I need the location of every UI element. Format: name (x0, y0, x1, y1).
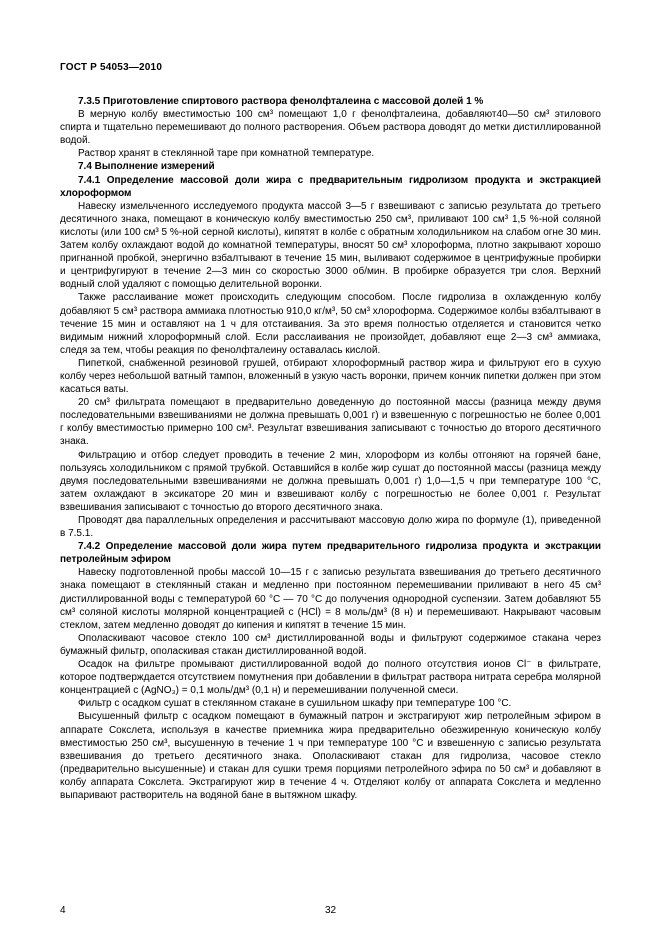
running-header: ГОСТ Р 54053—2010 (60, 62, 163, 73)
paragraph: Пипеткой, снабженной резиновой грушей, отбирают хлороформный раствор жира и фильтруют его в сухую колбу через небольшой ватный тампон, вложенный в узкую часть воронки, причем кончик пипетки должен при этом касаться ваты. (60, 357, 601, 396)
paragraph: Фильтр с осадком сушат в стеклянном стакане в сушильном шкафу при температуре 100 °С. (78, 698, 512, 710)
paragraph: Навеску измельченного исследуемого продукта массой 3—5 г взвешивают с записью результата до третьего десятичного знака, помещают в коническую колбу вместимостью 250 см³, приливают 100 см³ 1,5 %-ной соляной кислоты (или 100 см³ 5 %-ной серной кислоты), кипятят в колбе с обратным холодильником на слабом огне 30 мин. Затем колбу охлаждают водой до комнатной температуры, вносят 50 см³ хлороформа, плотно закрывают хорошо пригнанной пробкой, энергично взбалтывают в течение 15 мин, выливают содержимое в центрифужные пробирки и центрифугируют в течение 2—3 мин со скоростью 3000 об/мин. В пробирке образуется три слоя. Верхний водный слой удаляют с помощью делительной воронки. (60, 200, 601, 291)
paragraph: В мерную колбу вместимостью 100 см³ помещают 1,0 г фенолфталеина, добавляют40—50 см³ этилового спирта и тщательно перемешивают до полного растворения. Объем раствора доводят до метки дистиллированной водой. (60, 109, 601, 147)
paragraph: Осадок на фильтре промывают дистиллированной водой до полного отсутствия ионов Cl⁻ в фильтрате, которое подтверждается отсутствием помутнения при добавлении в фильтрат раствора нитрата серебра молярной концентрацией с (AgNO₃) = 0,1 моль/дм³ (0,1 н) и перемешивании полученной смеси. (60, 659, 601, 697)
paragraph: Высушенный фильтр с осадком помещают в бумажный патрон и экстрагируют жир петролейным эфиром в аппарате Сокслета, используя в качестве приемника жира предварительно обезжиренную коническую колбу вместимостью 250 см³, высушенную в течение 1 ч при температуре 100 °С и взвешенную с записью результата взвешивания до третьего десятичного знака. Ополаскивают стакан для гидролиза, часовое стекло (предварительно высушенные) и стакан для сушки тремя порциями петролейного эфира по 50 см³ и добавляют в колбу аппарата Сокслета. Экстрагируют жир в течение 4 ч. Отделяют колбу от аппарата Сокслета и медленно выпаривают растворитель на водяной бане в вытяжном шкафу. (60, 711, 601, 801)
document-body (60, 95, 601, 802)
page-footer (60, 902, 601, 916)
paragraph: Ополаскивают часовое стекло 100 см³ дистиллированной воды и фильтруют содержимое стакана через бумажный фильтр, ополаскивая стакан дистиллированной водой. (60, 632, 601, 657)
section-heading-7-4: 7.4 Выполнение измерений (78, 161, 215, 173)
page-number-center: 32 (324, 905, 337, 916)
section-heading-7-4-2: 7.4.2 Определение массовой доли жира путем предварительного гидролиза продукта и экстракции петролейным эфиром (60, 541, 601, 566)
paragraph: Фильтрацию и отбор следует проводить в течение 2 мин, хлороформ из колбы отгоняют на горячей бане, пользуясь холодильником с прямой трубкой. Оставшийся в колбе жир сушат до постоянной массы (разница между двумя последовательными взвешиваниями не должна превышать 0,001 г) 1,0—1,5 ч при температуре 100 °С, затем охлаждают в эксикаторе 20 мин и взвешивают колбу с погрешностью не более 0,001 г. Результат взвешивания записывают с точностью до второго десятичного знака. (60, 449, 601, 513)
paragraph: 20 см³ фильтрата помещают в предварительно доведенную до постоянной массы (разница между двумя последовательными взвешиваниями не должна превышать 0,001 г) и взвешенную с погрешностью не более 0,001 г колбу вместимостью примерно 100 см³. Результат взвешивания записывают с точностью до второго десятичного знака. (60, 397, 601, 448)
paragraph: Раствор хранят в стеклянной таре при комнатной температуре. (78, 148, 375, 160)
section-heading-7-4-1: 7.4.1 Определение массовой доли жира с предварительным гидролизом продукта и экстракцией хлороформом (60, 174, 601, 199)
paragraph: Навеску подготовленной пробы массой 10—15 г с записью результата взвешивания до третьего десятичного знака помещают в стеклянный стакан и медленно при постоянном перемешивании приливают в него 45 см³ дистиллированной воды с температурой 60 °С — 70 °С до получения однородной суспензии. Затем добавляют 55 см³ соляной кислоты молярной концентрацией с (HCl) = 8 моль/дм³ (8 н) и перемешивают. Накрывают часовым стеклом, затем медленно доводят до кипения и кипятят в течение 15 мин. (60, 567, 601, 631)
page-number-left: 4 (60, 905, 66, 916)
paragraph: Также расслаивание может происходить следующим способом. После гидролиза в охлажденную колбу добавляют 5 см³ раствора аммиака плотностью 910,0 кг/м³, 50 см³ хлороформа. Содержимое колбы взбалтывают в течение 15 мин и оставляют на 1 ч для отстаивания. За это время полностью отделяется и становится четко видимым нижний хлороформный слой. Если расслаивания не произойдет, добавляют еще 2—3 см³ аммиака, следя за тем, чтобы реакция по фенолфталеину оставалась кислой. (60, 292, 601, 356)
paragraph: Проводят два параллельных определения и рассчитывают массовую долю жира по формуле (1), приведенной в 7.5.1. (60, 515, 601, 540)
section-heading-7-3-5: 7.3.5 Приготовление спиртового раствора фенолфталеина с массовой долей 1 % (78, 96, 484, 107)
